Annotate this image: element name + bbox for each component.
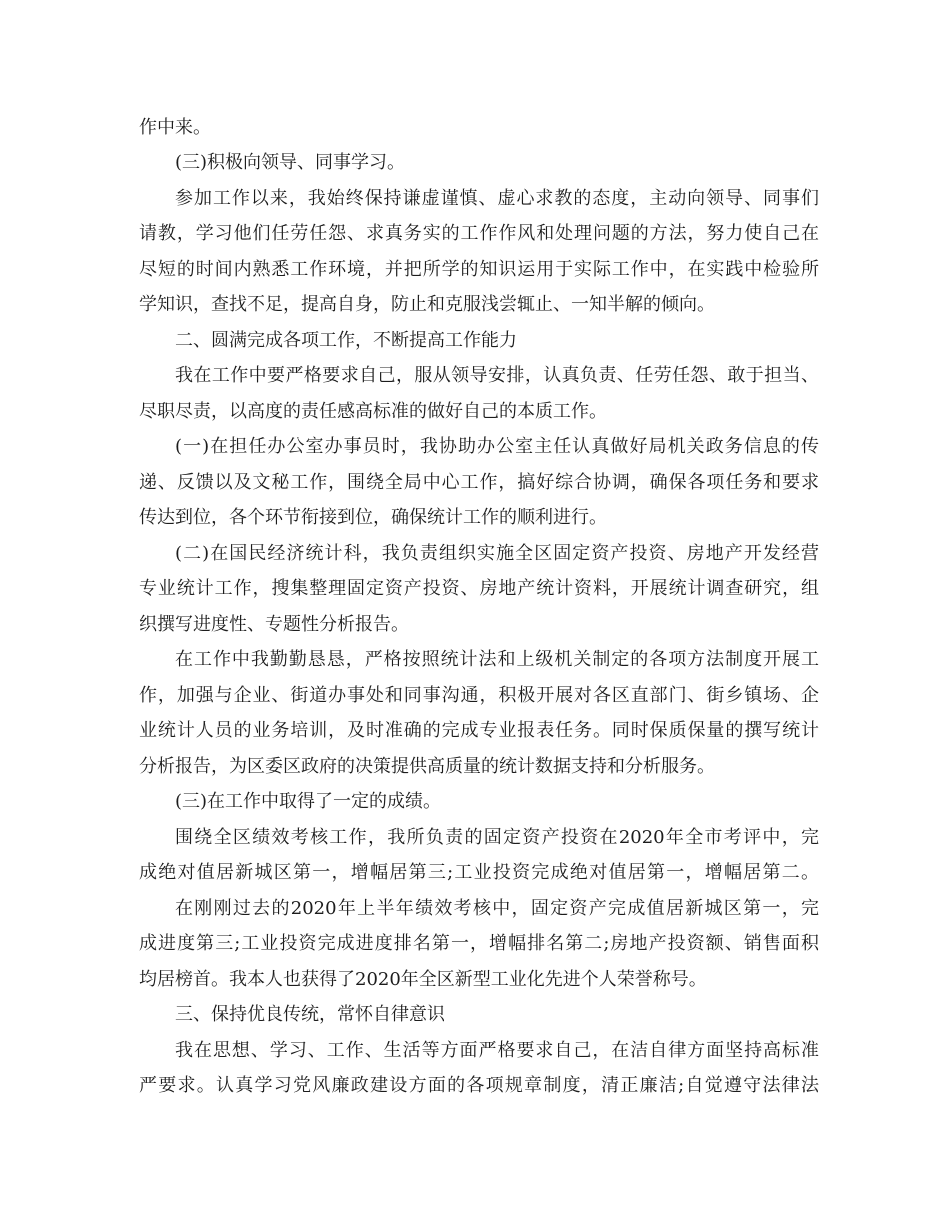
text-line: 尽职尽责，以高度的责任感高标准的做好自己的本质工作。	[139, 401, 607, 422]
text-line: 成绝对值居新城区第一，增幅居第三;工业投资完成绝对值居第一，增幅居第二。	[139, 862, 819, 883]
section-heading: 二、圆满完成各项工作，不断提高工作能力	[175, 330, 517, 351]
text-line: 递、反馈以及文秘工作，围绕全局中心工作，搞好综合协调，确保各项任务和要求	[139, 472, 819, 493]
section-heading: (三)积极向领导、同事学习。	[175, 152, 406, 173]
text-line: 尽短的时间内熟悉工作环境，并把所学的知识运用于实际工作中，在实践中检验所	[139, 259, 819, 280]
text-line: 作中来。	[139, 117, 211, 138]
text-line: 请教，学习他们任劳任怨、求真务实的工作作风和处理问题的方法，努力使自己在	[139, 223, 819, 244]
section-heading: (三)在工作中取得了一定的成绩。	[175, 791, 442, 812]
text-line: 我在工作中要严格要求自己，服从领导安排，认真负责、任劳任怨、敢于担当、	[175, 365, 819, 386]
text-line: 我在思想、学习、工作、生活等方面严格要求自己，在洁自律方面坚持高标准	[175, 1040, 819, 1061]
text-line: 成进度第三;工业投资完成进度排名第一，增幅排名第二;房地产投资额、销售面积	[139, 933, 819, 954]
text-line: 专业统计工作，搜集整理固定资产投资、房地产统计资料，开展统计调查研究，组	[139, 578, 819, 599]
text-line: 在工作中我勤勤恳恳，严格按照统计法和上级机关制定的各项方法制度开展工	[175, 649, 819, 670]
text-line: 在刚刚过去的2020年上半年绩效考核中，固定资产完成值居新城区第一，完	[175, 898, 819, 919]
text-line: 围绕全区绩效考核工作，我所负责的固定资产投资在2020年全市考评中，完	[175, 827, 819, 848]
text-line: 传达到位，各个环节衔接到位，确保统计工作的顺利进行。	[139, 507, 607, 528]
text-line: 业统计人员的业务培训，及时准确的完成专业报表任务。同时保质保量的撰写统计	[139, 720, 819, 741]
text-line: 学知识，查找不足，提高自身，防止和克服浅尝辄止、一知半解的倾向。	[139, 294, 715, 315]
text-line: 均居榜首。我本人也获得了2020年全区新型工业化先进个人荣誉称号。	[139, 969, 707, 990]
text-line: (二)在国民经济统计科，我负责组织实施全区固定资产投资、房地产开发经营	[175, 543, 819, 564]
text-line: 分析报告，为区委区政府的决策提供高质量的统计数据支持和分析服务。	[139, 756, 715, 777]
text-line: 参加工作以来，我始终保持谦虚谨慎、虚心求教的态度，主动向领导、同事们	[175, 188, 819, 209]
text-line: 作，加强与企业、街道办事处和同事沟通，积极开展对各区直部门、街乡镇场、企	[139, 685, 819, 706]
text-line: 织撰写进度性、专题性分析报告。	[139, 614, 409, 635]
section-heading: 三、保持优良传统，常怀自律意识	[175, 1004, 445, 1025]
text-line: 严要求。认真学习党风廉政建设方面的各项规章制度，清正廉洁;自觉遵守法律法	[139, 1075, 819, 1096]
text-line: (一)在担任办公室办事员时，我协助办公室主任认真做好局机关政务信息的传	[175, 436, 819, 457]
